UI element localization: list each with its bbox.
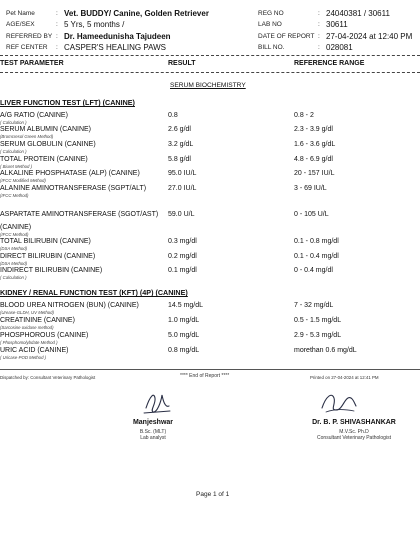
- test-name: ASPARTATE AMINOTRANSFERASE (SGOT/AST): [0, 211, 159, 218]
- test-name: CREATININE (CANINE): [0, 317, 75, 324]
- test-result: 3.2 g/dL: [168, 141, 194, 148]
- test-reference: 2.9 - 5.3 mg/dL: [294, 332, 342, 339]
- colon: :: [56, 21, 58, 28]
- table-row: [0, 267, 102, 280]
- test-method: ( Phosphomolybdate Method ): [0, 340, 58, 345]
- test-method: ( Biuret Method ): [0, 164, 33, 169]
- table-row: [0, 332, 88, 345]
- signatory-role: Lab analyst: [140, 435, 166, 441]
- test-name: TOTAL PROTEIN (CANINE): [0, 156, 88, 163]
- dispatched-by-text: Dispatched by: Consultant Veterinary Pathologist: [0, 375, 96, 380]
- test-reference: 0 - 0.4 mg/dl: [294, 267, 333, 274]
- ref-center-label: REF CENTER: [6, 44, 48, 51]
- test-method: ( Calculation ): [0, 149, 27, 154]
- test-result: 5.8 g/dl: [168, 156, 191, 163]
- test-result: 0.8 mg/dL: [168, 347, 200, 354]
- test-reference: 2.3 - 3.9 g/dl: [294, 126, 333, 133]
- test-name: URIC ACID (CANINE): [0, 347, 69, 354]
- test-reference: 7 - 32 mg/dL: [294, 302, 334, 309]
- test-name: ALANINE AMINOTRANSFERASE (SGPT/ALT): [0, 185, 147, 192]
- signature-shivashankar: [318, 388, 360, 418]
- table-row: [0, 317, 75, 330]
- test-reference: 3 - 69 IU/L: [294, 185, 327, 192]
- test-reference: 1.6 - 3.6 g/dL: [294, 141, 336, 148]
- test-result: 95.0 IU/L: [168, 170, 197, 177]
- lab-no-value: 30611: [326, 20, 348, 29]
- date-value: 27-04-2024 at 12:40 PM: [326, 32, 413, 41]
- colon: :: [56, 33, 58, 40]
- test-reference: 0.1 - 0.4 mg/dl: [294, 253, 339, 260]
- signatory-left: [118, 419, 188, 441]
- test-name: TOTAL BILIRUBIN (CANINE): [0, 238, 91, 245]
- column-header-parameter: TEST PARAMETER: [0, 60, 64, 67]
- test-result: 59.0 U/L: [168, 211, 195, 218]
- referred-by-value: Dr. Hameedunisha Tajudeen: [64, 32, 171, 41]
- header-divider: [0, 55, 420, 56]
- test-reference: 20 - 157 IU/L: [294, 170, 335, 177]
- date-label: DATE OF REPORT: [258, 33, 315, 40]
- ref-center-value: CASPER'S HEALING PAWS: [64, 43, 166, 52]
- test-result: 5.0 mg/dL: [168, 332, 200, 339]
- column-header-reference: REFERENCE RANGE: [294, 60, 365, 67]
- test-reference: 0.8 - 2: [294, 112, 314, 119]
- table-row: [0, 141, 96, 154]
- test-reference: morethan 0.6 mg/dL: [294, 347, 357, 354]
- test-reference: 0.5 - 1.5 mg/dL: [294, 317, 342, 324]
- table-row: [0, 156, 88, 169]
- table-row: [0, 347, 68, 360]
- test-name: PHOSPHOROUS (CANINE): [0, 332, 89, 339]
- page-number: Page 1 of 1: [196, 491, 230, 498]
- test-name: A/G RATIO (CANINE): [0, 112, 68, 119]
- test-method: (DSA Method): [0, 246, 28, 251]
- test-method: (IFCC Method): [0, 232, 29, 237]
- lab-no-label: LAB NO: [258, 21, 282, 28]
- test-result: 0.1 mg/dl: [168, 267, 197, 274]
- colon: :: [318, 44, 320, 51]
- test-reference: 0 - 105 U/L: [294, 211, 329, 218]
- end-of-report-text: **** End of Report ****: [180, 373, 230, 379]
- pet-name-label: Pet Name: [6, 10, 35, 17]
- column-header-result: RESULT: [168, 60, 196, 67]
- kft-section-heading: KIDNEY / RENAL FUNCTION TEST (KFT) (4P) (CANINE): [0, 288, 188, 297]
- test-name: ALKALINE PHOSPHATASE (ALP) (CANINE): [0, 170, 140, 177]
- test-method: (IFCC Method): [0, 193, 29, 198]
- table-row: [0, 185, 146, 198]
- printed-on-text: Printed on 27-04-2024 at 12:41 PM: [310, 375, 379, 380]
- test-method: (Sarcosine oxidase method): [0, 325, 54, 330]
- colon: :: [56, 10, 58, 17]
- signatory-name: Dr. B. P. SHIVASHANKAR: [312, 419, 396, 426]
- table-row: [0, 302, 139, 315]
- test-method: (Bromcresol Green Method): [0, 134, 54, 139]
- test-name: BLOOD UREA NITROGEN (BUN) (CANINE): [0, 302, 139, 309]
- table-row: [0, 238, 91, 251]
- table-row: [0, 112, 68, 125]
- test-reference: 4.8 - 6.9 g/dl: [294, 156, 333, 163]
- bill-no-value: 028081: [326, 43, 353, 52]
- test-result: 0.8: [168, 112, 178, 119]
- test-method: ( Calculation ): [0, 275, 27, 280]
- referred-by-label: REFERRED BY: [6, 33, 53, 40]
- test-result: 1.0 mg/dL: [168, 317, 200, 324]
- lft-section-heading: LIVER FUNCTION TEST (LFT) (CANINE): [0, 98, 135, 107]
- test-name: SERUM ALBUMIN (CANINE): [0, 126, 92, 133]
- colon: :: [318, 10, 320, 17]
- test-name-continued: (CANINE): [0, 224, 32, 231]
- test-result: 0.2 mg/dl: [168, 253, 197, 260]
- test-name: DIRECT BILIRUBIN (CANINE): [0, 253, 96, 260]
- pet-name-value: Vet. BUDDY/ Canine, Golden Retriever: [64, 9, 209, 18]
- test-method: (DSA Method): [0, 261, 28, 266]
- colon: :: [318, 33, 320, 40]
- footer-divider: [0, 369, 420, 370]
- signatory-qualification: M.V.Sc. Ph.D: [339, 429, 369, 435]
- test-method: (Urease-GLDH, UV Method): [0, 310, 54, 315]
- column-header-divider: [0, 72, 420, 73]
- signatory-role: Consultant Veterinary Pathologist: [317, 435, 391, 441]
- test-result: 14.5 mg/dL: [168, 302, 204, 309]
- age-sex-value: 5 Yrs, 5 months /: [64, 20, 125, 29]
- signature-manjeshwar: [140, 386, 176, 416]
- reg-no-value: 24040381 / 30611: [326, 9, 390, 18]
- bill-no-label: BILL NO.: [258, 44, 285, 51]
- test-method: ( Calculation ): [0, 120, 27, 125]
- test-result: 27.0 IU/L: [168, 185, 197, 192]
- test-result: 2.6 g/dl: [168, 126, 191, 133]
- test-name: INDIRECT BILIRUBIN (CANINE): [0, 267, 103, 274]
- table-row: [0, 126, 91, 139]
- table-row: [0, 170, 140, 183]
- table-row: [0, 211, 158, 237]
- age-sex-label: AGE/SEX: [6, 21, 35, 28]
- colon: :: [56, 44, 58, 51]
- test-name: SERUM GLOBULIN (CANINE): [0, 141, 96, 148]
- test-reference: 0.1 - 0.8 mg/dl: [294, 238, 339, 245]
- test-result: 0.3 mg/dl: [168, 238, 197, 245]
- reg-no-label: REG NO: [258, 10, 284, 17]
- colon: :: [318, 21, 320, 28]
- table-row: [0, 253, 95, 266]
- signatory-right: [292, 419, 416, 441]
- section-title: SERUM BIOCHEMISTRY: [170, 82, 246, 89]
- test-method: ( Uricase-POD Method ): [0, 355, 47, 360]
- test-method: (IFCC Modified Method): [0, 178, 46, 183]
- signatory-name: Manjeshwar: [132, 419, 174, 426]
- signatory-qualification: B.Sc. (MLT): [139, 429, 167, 435]
